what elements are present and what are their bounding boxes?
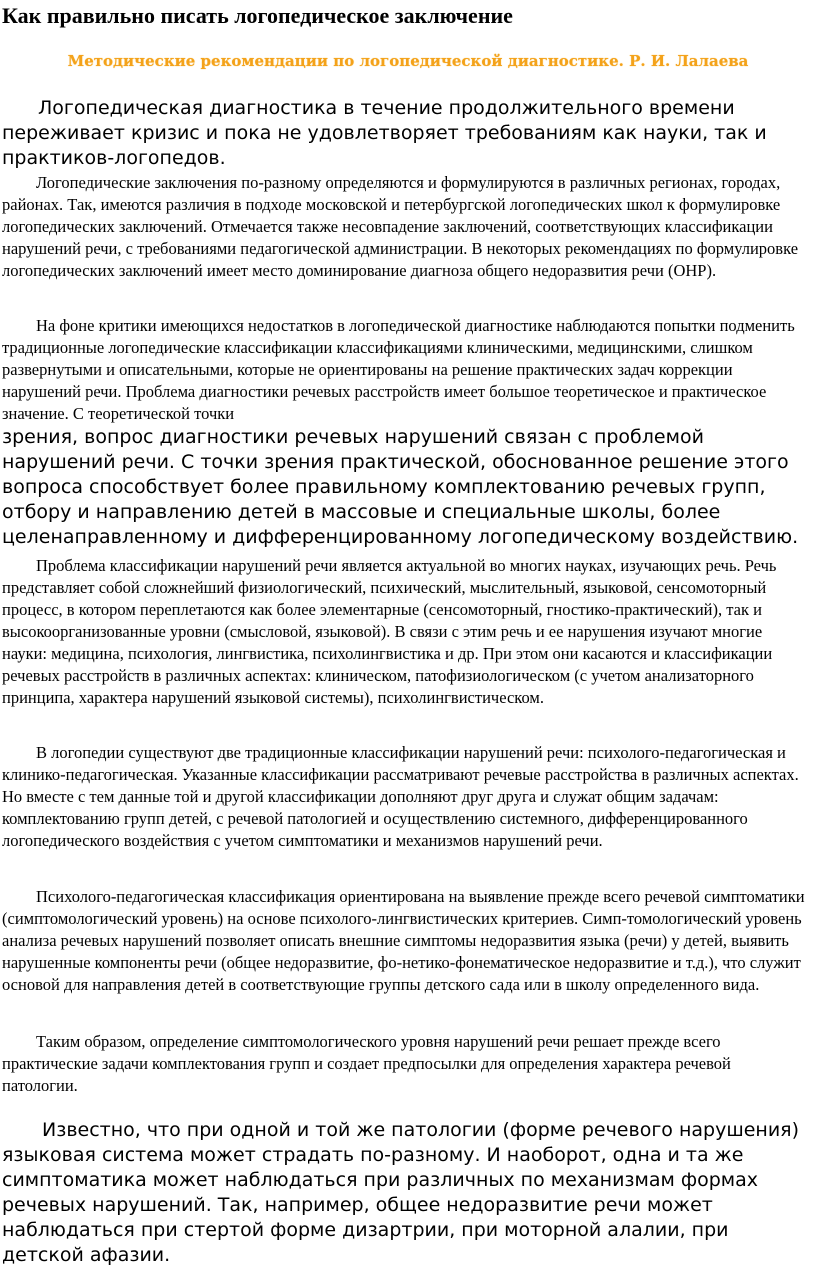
document-subtitle: Методические рекомендации по логопедической диагностике. Р. И. Лалаева [67, 52, 749, 70]
paragraph-4: Проблема классификации нарушений речи является актуальной во многих науках, изучающих речь. Речь представляет собой сложнейший физиологический, психический, мыслительный, языковой, сенсомоторный процесс, в котором переплетаются как более элементарные (сенсомоторный, гностико-практический), так и высокоорганизованные уровни (смысловой, языковой). В связи с этим речь и ее нарушения изучают многие науки: медицина, психология, лингвистика, психолингвистика и др. При этом они касаются и классификации речевых расстройств в различных аспектах: клиническом, патофизиологическом (с учетом анализаторного принципа, характера нарушений языковой системы), психолингвистическом. [2, 556, 777, 707]
paragraph-7: Таким образом, определение симптомологического уровня нарушений речи решает прежде всего практические задачи комплектования групп и создает предпосылки для определения характера речевой патологии. [2, 1032, 731, 1095]
paragraph-3-part-b: зрения, вопрос диагностики речевых нарушений связан с проблемой нарушений речи. С точки зрения практической, обоснованное решение этого вопроса способствует более правильному комплектованию речевых групп, отбору и направлению детей в массовые и специальные школы, более целенаправленному и дифференцированному логопедическому воздействию. [2, 426, 799, 548]
paragraph-3 [2, 315, 810, 550]
paragraph-2: Логопедические заключения по-разному определяются и формулируются в различных регионах, городах, районах. Так, имеются различия в подходе московской и петербургской логопедических школ к формулировке логопедических заключений. Отмечается также несовпадение заключений, соответствующих классификации нарушений речи, с требованиями педагогической администрации. В некоторых рекомендациях по формулировке логопедических заключений имеет место доминирование диагноза общего недоразвития речи (ОНР). [2, 173, 799, 280]
paragraph-8: Известно, что при одной и той же патологии (форме речевого нарушения) языковая система может страдать по-разному. И наоборот, одна и та же симптоматика может наблюдаться при различных по механизмам формах речевых нарушений. Так, например, общее недоразвитие речи может наблюдаться при стертой форме дизартрии, при моторной алалии, при детской афазии. [2, 1119, 800, 1266]
page-title: Как правильно писать логопедическое заключение [2, 3, 513, 28]
paragraph-1: Логопедическая диагностика в течение продолжительного времени переживает кризис и пока не удовлетворяет требованиям как науки, так и практиков-логопедов. [2, 97, 767, 169]
paragraph-5: В логопедии существуют две традиционные классификации нарушений речи: психолого-педагогическая и клинико-педагогическая. Указанные классификации рассматривают речевые расстройства в различных аспектах. Но вместе с тем данные той и другой классификации дополняют друг друга и служат общим задачам: комплектованию групп детей, с речевой патологией и осуществлению системного, дифференцированного логопедического воздействия с учетом симптоматики и механизмов нарушений речи. [2, 743, 799, 850]
paragraph-3-part-a: На фоне критики имеющихся недостатков в логопедической диагностике наблюдаются попытки подменить традиционные логопедические классификации классификациями клиническими, медицинскими, слишком развернутыми и описательными, которые не ориентированы на решение практических задач коррекции нарушений речи. Проблема диагностики речевых расстройств имеет большое теоретическое и практическое значение. С теоретической точки [2, 316, 795, 423]
paragraph-6: Психолого-педагогическая классификация ориентирована на выявление прежде всего речевой симптоматики (симптомологический уровень) на основе психолого-лингвистических критериев. Симп-томологический уровень анализа речевых нарушений позволяет описать внешние симптомы недоразвития языка (речи) у детей, выявить нарушенные компоненты речи (общее недоразвитие, фо-нетико-фонематическое недоразвитие и т.д.), что служит основой для направления детей в соответствующие группы детского сада или в школу определенного вида. [2, 887, 805, 994]
